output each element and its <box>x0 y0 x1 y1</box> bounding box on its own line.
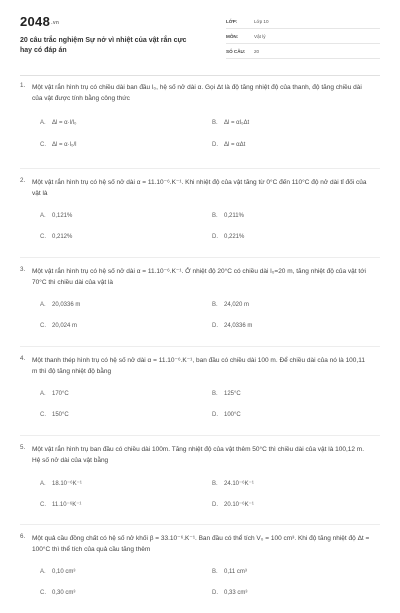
question-text: Một vật rắn hình trụ có chiều dài ban đầu l₀, hệ số nở dài α. Gọi Δt là độ tăng nhiệt độ của thanh, độ tăng chiều dài của vật được tính bằng công thức <box>32 84 362 102</box>
question-item <box>20 438 380 525</box>
option-label: B. <box>212 120 218 126</box>
meta-row-count <box>226 44 380 59</box>
page-title: 20 câu trắc nghiệm Sự nở vì nhiệt của vật rắn cực hay có đáp án <box>20 37 187 54</box>
option-d[interactable] <box>212 501 254 508</box>
question-text: Một vật rắn hình trụ có hệ số nở dài α = 11.10⁻⁶.K⁻¹. Khi nhiệt độ của vật tăng từ 0°C đến 110°C độ nở dài tỉ đối của vật là <box>32 179 367 197</box>
option-c[interactable] <box>40 323 77 329</box>
option-b[interactable] <box>212 391 241 397</box>
meta-table <box>226 14 380 59</box>
option-label: B. <box>212 569 218 575</box>
option-c[interactable] <box>40 142 76 148</box>
question-item <box>20 527 380 613</box>
option-label: C. <box>40 502 46 508</box>
question-item <box>20 82 380 169</box>
question-text: Một thanh thép hình trụ có hệ số nở dài α = 11.10⁻⁶.K⁻¹, ban đầu có chiều dài 100 m. Để chiều dài của nó là 100,11 m thì độ tăng nhiệt độ bằng <box>32 357 365 375</box>
option-text: 20,0336 m <box>52 302 81 308</box>
option-label: A. <box>40 213 46 219</box>
option-d[interactable] <box>212 412 241 418</box>
option-text: 0,10 cm³ <box>52 569 76 575</box>
question-item <box>20 171 380 258</box>
option-d[interactable] <box>212 590 247 596</box>
option-text: 125°C <box>224 391 241 397</box>
option-label: D. <box>212 323 218 329</box>
option-text: 18.10⁻⁶K⁻¹ <box>52 481 82 487</box>
question-text: Một vật rắn hình trụ có hệ số nở dài α = 11.10⁻⁶.K⁻¹. Ở nhiệt độ 20°C có chiều dài l₀=20 m, tăng nhiệt độ của vật tới 70°C thì chiều dài của vật là <box>32 268 366 286</box>
option-label: D. <box>212 590 218 596</box>
option-a[interactable] <box>40 569 75 575</box>
question-number: 1. <box>20 82 26 89</box>
question-number: 2. <box>20 177 26 184</box>
option-label: B. <box>212 391 218 397</box>
option-label: D. <box>212 234 218 240</box>
meta-key: LỚP: <box>226 18 238 24</box>
option-text: 0,33 cm³ <box>224 590 248 596</box>
option-label: A. <box>40 569 46 575</box>
option-text: 100°C <box>224 412 241 418</box>
option-text: 0,121% <box>52 213 73 219</box>
option-text: 170°C <box>52 391 69 397</box>
option-text: 24,020 m <box>224 302 250 308</box>
option-label: C. <box>40 323 46 329</box>
option-label: C. <box>40 590 46 596</box>
option-label: A. <box>40 120 46 126</box>
site-logo[interactable] <box>20 14 59 29</box>
option-text: 0,212% <box>52 234 73 240</box>
meta-key: SỐ CÂU: <box>226 48 246 54</box>
question-list <box>20 82 380 613</box>
option-text: 0,221% <box>224 234 245 240</box>
option-b[interactable] <box>212 569 247 575</box>
option-text: Δl = α·l₀/l <box>52 142 77 148</box>
option-c[interactable] <box>40 412 69 418</box>
option-text: 20,024 m <box>52 323 78 329</box>
option-c[interactable] <box>40 501 81 508</box>
logo-text: 2048 <box>20 14 51 29</box>
option-b[interactable] <box>212 480 254 487</box>
meta-value: 20 <box>254 48 260 54</box>
meta-value: Lớp 10 <box>254 18 269 24</box>
option-d[interactable] <box>212 142 245 148</box>
option-label: A. <box>40 302 46 308</box>
option-label: A. <box>40 481 46 487</box>
option-a[interactable] <box>40 480 82 487</box>
question-text: Một quả cầu đồng chất có hệ số nở khối β = 33.10⁻⁶.K⁻¹. Ban đầu có thể tích V₀ = 100 cm³. Khi độ tăng nhiệt độ Δt = 100°C thì thể tích của quả cầu tăng thêm <box>32 535 370 553</box>
meta-value: Vật lý <box>254 33 266 39</box>
option-label: C. <box>40 234 46 240</box>
option-text: Δl = αl₀Δt <box>224 120 250 126</box>
question-number: 4. <box>20 355 26 362</box>
option-text: 0,211% <box>224 213 244 219</box>
option-b[interactable] <box>212 213 244 219</box>
option-label: D. <box>212 142 218 148</box>
question-number: 6. <box>20 533 26 540</box>
option-label: A. <box>40 391 46 397</box>
option-label: C. <box>40 412 46 418</box>
option-a[interactable] <box>40 120 76 126</box>
option-label: D. <box>212 412 218 418</box>
option-label: B. <box>212 213 218 219</box>
question-number: 5. <box>20 444 26 451</box>
option-text: 11.10⁻⁶K⁻¹ <box>52 502 82 508</box>
question-number: 3. <box>20 266 26 273</box>
option-b[interactable] <box>212 120 249 126</box>
option-text: 0,30 cm³ <box>52 590 76 596</box>
option-a[interactable] <box>40 391 69 397</box>
question-item <box>20 349 380 436</box>
option-label: C. <box>40 142 46 148</box>
option-text: 24,0336 m <box>224 323 253 329</box>
option-text: 20.10⁻⁶K⁻¹ <box>224 502 254 508</box>
option-b[interactable] <box>212 302 249 308</box>
option-text: Δl = α·l/l₀ <box>52 120 77 126</box>
option-text: 150°C <box>52 412 69 418</box>
header-divider <box>20 75 380 76</box>
option-label: B. <box>212 481 218 487</box>
option-c[interactable] <box>40 234 72 240</box>
question-item <box>20 260 380 347</box>
option-a[interactable] <box>40 302 80 308</box>
option-d[interactable] <box>212 234 244 240</box>
meta-key: MÔN: <box>226 33 239 39</box>
meta-row-class <box>226 14 380 29</box>
option-text: Δl = αΔt <box>224 142 246 148</box>
option-text: 0,11 cm³ <box>224 569 247 575</box>
header <box>20 14 380 70</box>
meta-row-subject <box>226 29 380 44</box>
option-text: 24.10⁻⁶K⁻¹ <box>224 481 254 487</box>
option-a[interactable] <box>40 213 72 219</box>
option-label: B. <box>212 302 218 308</box>
logo-suffix: .vn <box>51 19 60 26</box>
option-d[interactable] <box>212 323 252 329</box>
question-text: Một vật rắn hình trụ ban đầu có chiều dài 100m. Tăng nhiệt độ của vật thêm 50°C thì chiều dài của vật là 100,12 m. Hệ số nở dài của vật bằng <box>32 446 365 464</box>
option-label: D. <box>212 502 218 508</box>
option-c[interactable] <box>40 590 75 596</box>
